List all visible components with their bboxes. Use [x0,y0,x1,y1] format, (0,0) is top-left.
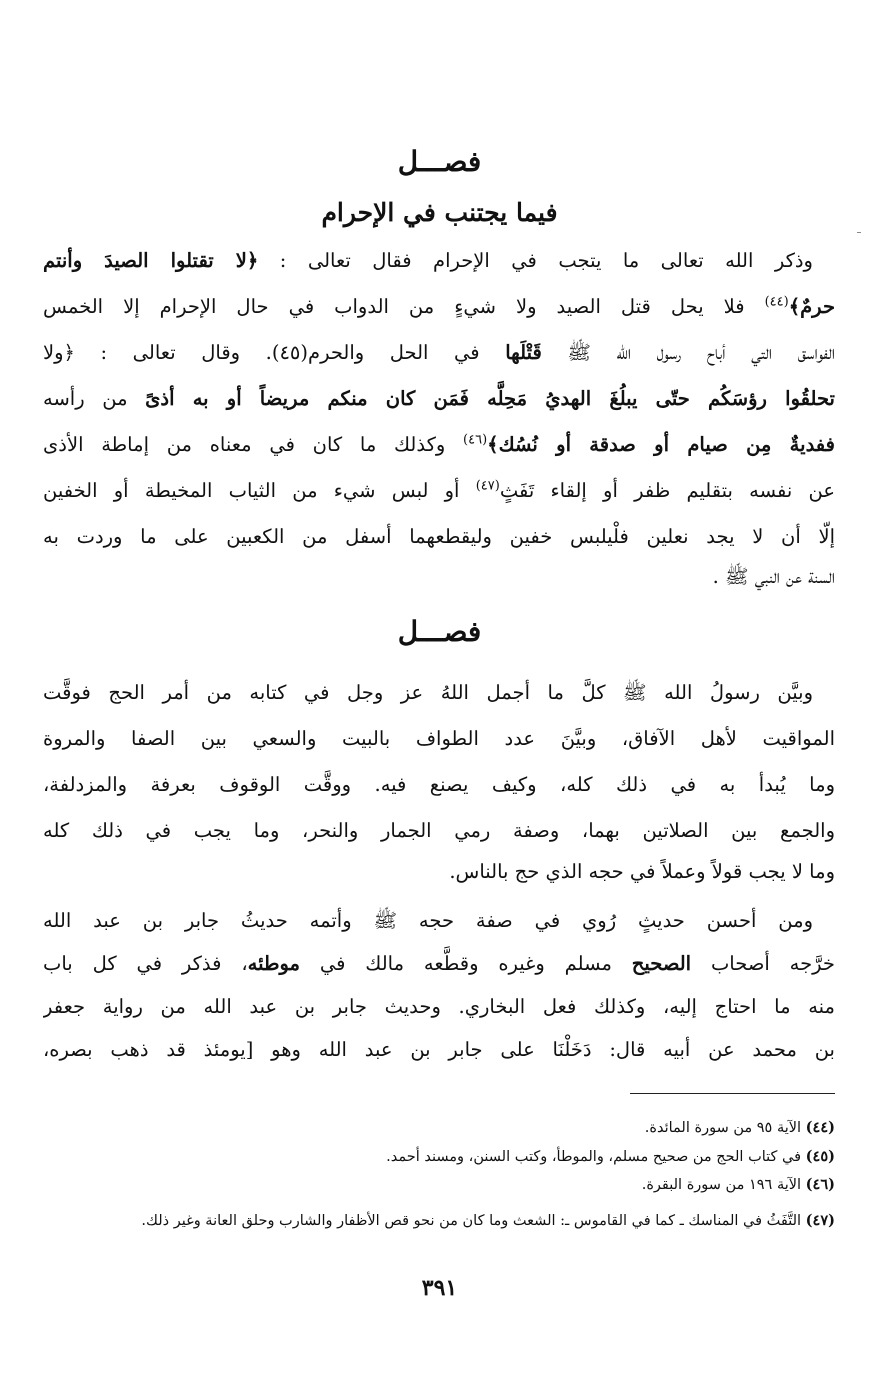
text-line [43,379,835,419]
quran-verse: ففديةٌ مِن صيام أو صدقة أو نُسُك﴾ [487,433,835,456]
quran-verse: ﴿لا تقتلوا الصيدَ وأنتم [43,249,259,272]
text-line [43,557,835,597]
text-line [43,944,835,984]
text-run: في الحل والحرم(٤٥). وقال تعالى : ﴿ولا [43,341,506,364]
text-line [43,333,835,373]
book-title: الصحيح [631,952,692,975]
footnote [43,1143,835,1171]
text-line [43,901,835,941]
text-run: إلّا أن لا يجد نعلين فلْيلبس خفين وليقطعهما أسفل من الكعبين على ما وردت به [43,525,835,548]
margin-mark [857,232,861,233]
text-run: من رأسه [43,387,146,410]
text-run: وكذلك ما كان في معناه من إماطة الأذى [43,433,464,456]
text-line: وما لا يجب قولاً وعملاً في حجه الذي حج بالناس. [449,860,835,883]
section-heading-fasl: فصـــل [397,615,482,648]
text-line [43,1030,835,1070]
text-line [43,241,835,281]
text-line [43,425,835,465]
text-run: وذكر الله تعالى ما يتجب في الإحرام فقال تعالى : [258,249,813,272]
footnote-text: الآية ١٩٦ من سورة البقرة. [641,1177,806,1193]
footnote-number: (٤٥) [805,1148,835,1165]
footnote [43,1171,835,1199]
footnote-number: (٤٧) [805,1212,835,1229]
text-line: والجمع بين الصلاتين بهما، وصفة رمي الجمار والنحر، وما يجب في ذلك كله [43,819,835,842]
footnote [43,1207,835,1235]
text-run: السنة عن النبي ﷺ . [712,565,835,588]
section-heading-fasl: فصـــل [397,145,482,178]
text-run: بن محمد عن أبيه قال: دَخَلْنَا على جابر بن عبد الله وهو [يومئذ قد ذهب بصره، [43,1038,835,1061]
text-run: مسلم وغيره وقطَّعه مالك في [300,952,632,975]
section-subtitle: فيما يجتنب في الإحرام [321,198,558,227]
text-run: خرَّجه أصحاب [691,952,835,975]
text-run: عن نفسه بتقليم ظفر أو إلقاء تَفَثٍ [499,479,835,502]
text-line: وما يُبدأ به في ذلك كله، وكيف يصنع فيه. ووقَّت الوقوف بعرفة والمزدلفة، [43,773,835,796]
text-line [43,287,835,327]
text-run: فلا يحل قتل الصيد ولا شيءٍ من الدواب في حال الإحرام إلا الخمس [43,295,765,318]
footnote-separator [630,1093,835,1094]
text-line: وبيَّن رسولُ الله ﷺ كلَّ ما أجمل اللهُ عز وجل في كتابه من أمر الحج فوقَّت [43,681,813,704]
book-title: موطئه [247,952,301,975]
page-number: ٣٩١ [421,1275,458,1301]
footnote-reference: (٤٧) [475,478,500,494]
footnote-text: الآية ٩٥ من سورة المائدة. [644,1120,806,1136]
quran-verse: تحلقُوا رؤسَكُم حتّى يبلُغَ الهديُ مَحِلَّه فَمَن كان منكم مريضاً أو به أذىً [145,387,835,410]
text-line [43,517,835,557]
bold-word: قَتْلَها [505,341,542,364]
footnote-reference: (٤٤) [764,294,789,310]
text-run: ، فذكر في كل باب [43,952,248,975]
text-run: منه ما احتاج إليه، وكذلك فعل البخاري. وحديث جابر بن عبد الله من رواية جعفر [43,995,835,1018]
footnote-text: في كتاب الحج من صحيح مسلم، والموطأ، وكتب السنن، ومسند أحمد. [386,1149,806,1165]
footnote-number: (٤٦) [805,1176,835,1193]
text-line: المواقيت لأهل الآفاق، وبيَّنَ عدد الطواف بالبيت والسعي بين الصفا والمروة [43,727,835,750]
text-line [43,471,835,511]
footnote-reference: (٤٦) [463,432,488,448]
text-line [43,987,835,1027]
text-run: ومن أحسن حديثٍ رُوي في صفة حجه ﷺ وأتمه حديثُ جابر بن عبد الله [43,909,813,932]
quran-verse: حرمٌ﴾ [788,295,835,318]
footnote-number: (٤٤) [805,1119,835,1136]
footnote-text: التَّفَثُ في المناسك ـ كما في القاموس ـ: الشعث وما كان من نحو قص الأظفار والشارب وحلق العانة وغير ذلك. [141,1213,806,1229]
text-run: أو لبس شيء من الثياب المخيطة أو الخفين [43,479,476,502]
text-run: الفواسق التي أباح رسول الله ﷺ [541,341,835,364]
footnote [43,1114,835,1142]
